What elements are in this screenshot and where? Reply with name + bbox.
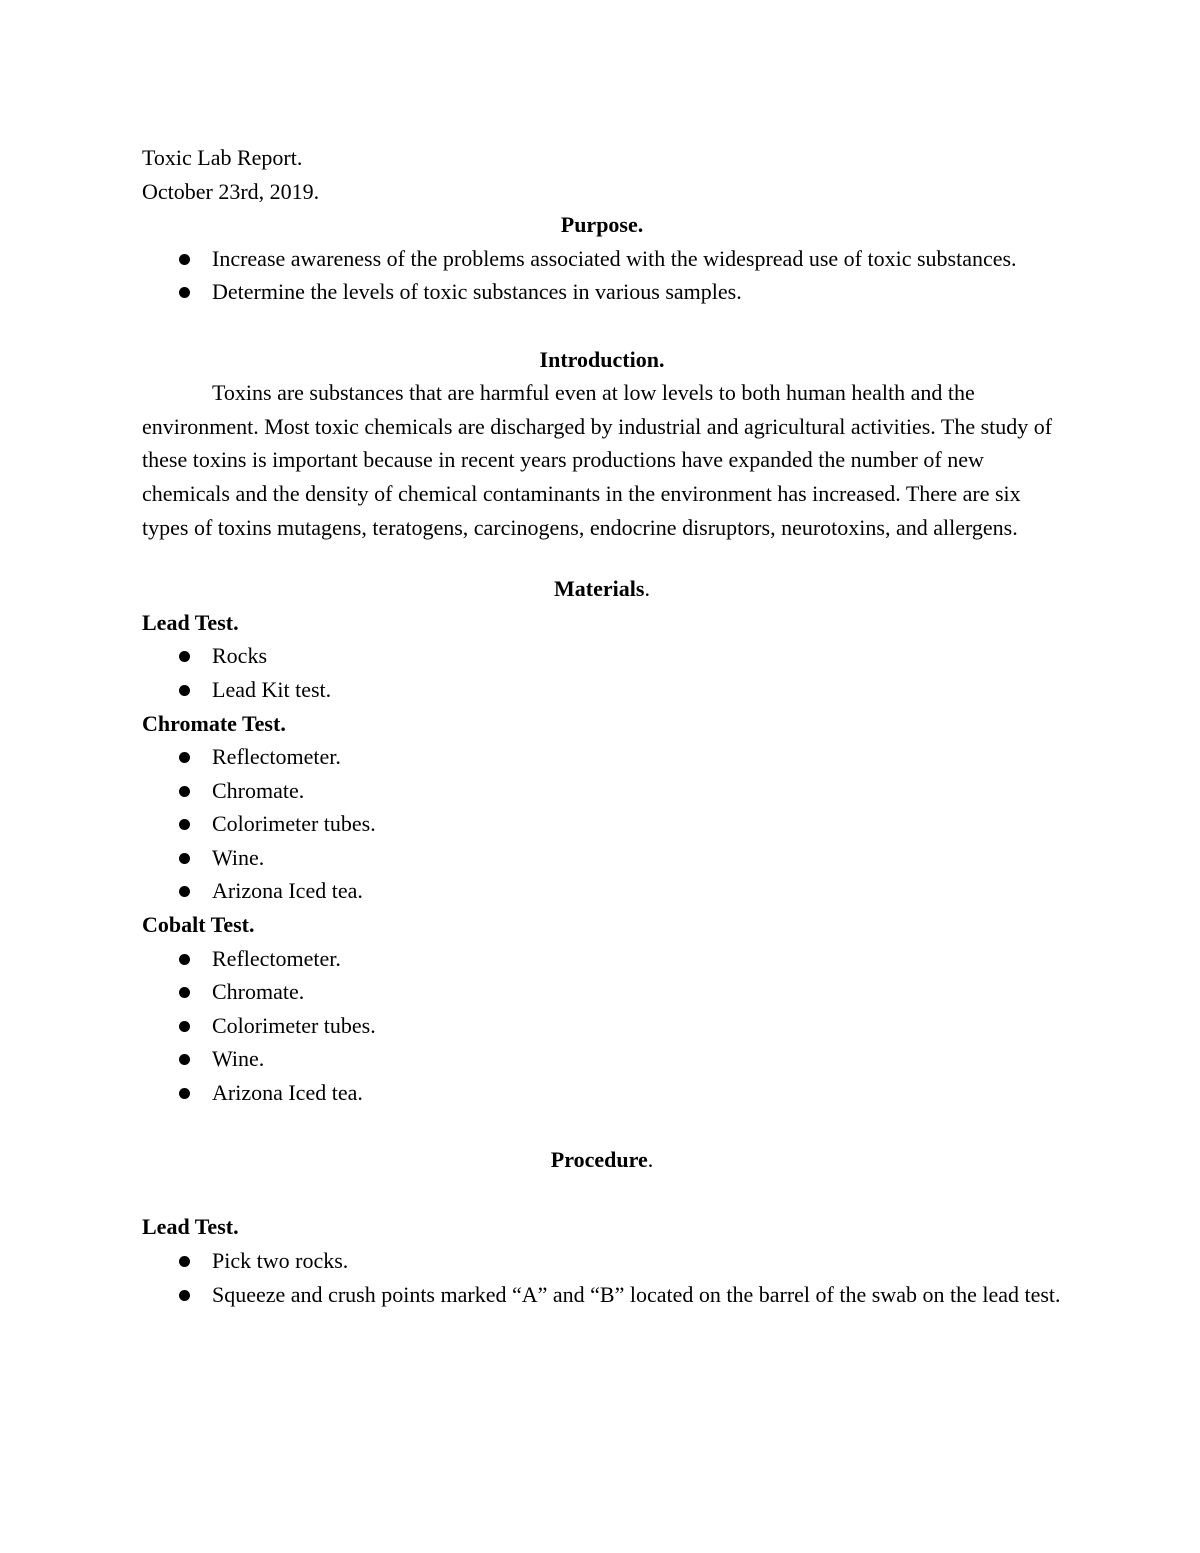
materials-chromate-title: Chromate Test.	[142, 710, 286, 736]
list-item	[142, 774, 1062, 808]
procedure-lead-title: Lead Test.	[142, 1214, 239, 1240]
materials-chromate-list	[142, 740, 1062, 908]
list-item	[142, 1244, 1062, 1278]
list-item-text: Colorimeter tubes.	[212, 1012, 376, 1038]
introduction-text: Toxins are substances that are harmful even at low levels to both human health and the environment. Most toxic chemicals are discharged by industrial and agricultural activities. The study of these toxins is important because in recent years productions have expanded the number of new chemicals and the density of chemical contaminants in the environment has increased. There are six types of toxins mutagens, teratogens, carcinogens, endocrine disruptors, neurotoxins, and allergens.	[142, 380, 1053, 540]
list-item	[142, 1278, 1062, 1312]
list-item	[142, 740, 1062, 774]
list-item-text: Lead Kit test.	[212, 676, 332, 702]
list-item	[142, 673, 1062, 707]
report-date: October 23rd, 2019.	[142, 178, 320, 204]
list-item	[142, 807, 1062, 841]
bullet-icon	[179, 1290, 190, 1301]
list-item-text: Arizona Iced tea.	[212, 878, 363, 904]
materials-lead-list	[142, 639, 1062, 706]
list-item	[142, 275, 1062, 309]
bullet-icon	[179, 1054, 190, 1065]
introduction-paragraph	[142, 376, 1062, 544]
list-item-text: Reflectometer.	[212, 744, 341, 770]
bullet-icon	[179, 853, 190, 864]
list-item-text: Colorimeter tubes.	[212, 811, 376, 837]
materials-cobalt-list	[142, 942, 1062, 1110]
procedure-heading: Procedure.	[550, 1147, 654, 1173]
list-item	[142, 1009, 1062, 1043]
list-item	[142, 841, 1062, 875]
document-page	[142, 141, 1062, 1311]
introduction-heading: Introduction.	[539, 346, 665, 372]
procedure-lead-list	[142, 1244, 1062, 1311]
list-item-text: Wine.	[212, 844, 265, 870]
bullet-icon	[179, 1021, 190, 1032]
purpose-heading: Purpose.	[560, 212, 644, 238]
list-item-text: Rocks	[212, 643, 267, 669]
purpose-list	[142, 242, 1062, 309]
bullet-icon	[179, 685, 190, 696]
list-item	[142, 942, 1062, 976]
list-item-text: Chromate.	[212, 777, 305, 803]
bullet-icon	[179, 651, 190, 662]
list-item-text: Reflectometer.	[212, 945, 341, 971]
list-item-text: Pick two rocks.	[212, 1248, 349, 1273]
list-item	[142, 242, 1062, 276]
bullet-icon	[179, 819, 190, 830]
list-item	[142, 874, 1062, 908]
bullet-icon	[179, 987, 190, 998]
list-item	[142, 975, 1062, 1009]
materials-cobalt-title: Cobalt Test.	[142, 912, 255, 938]
bullet-icon	[179, 254, 190, 265]
list-item-text: Wine.	[212, 1046, 265, 1072]
list-item-text: Chromate.	[212, 979, 305, 1005]
list-item	[142, 639, 1062, 673]
list-item-text: Increase awareness of the problems associated with the widespread use of toxic substances.	[212, 245, 1017, 271]
bullet-icon	[179, 1256, 190, 1267]
materials-heading: Materials.	[554, 576, 650, 602]
list-item	[142, 1042, 1062, 1076]
list-item-text: Squeeze and crush points marked “A” and “B” located on the barrel of the swab on the lead test.	[212, 1281, 1061, 1307]
bullet-icon	[179, 886, 190, 897]
list-item	[142, 1076, 1062, 1110]
bullet-icon	[179, 287, 190, 298]
bullet-icon	[179, 954, 190, 965]
list-item-text: Determine the levels of toxic substances in various samples.	[212, 279, 742, 305]
bullet-icon	[179, 752, 190, 763]
bullet-icon	[179, 1088, 190, 1099]
materials-lead-title: Lead Test.	[142, 609, 239, 635]
bullet-icon	[179, 786, 190, 797]
list-item-text: Arizona Iced tea.	[212, 1080, 363, 1106]
report-title: Toxic Lab Report.	[142, 145, 303, 170]
